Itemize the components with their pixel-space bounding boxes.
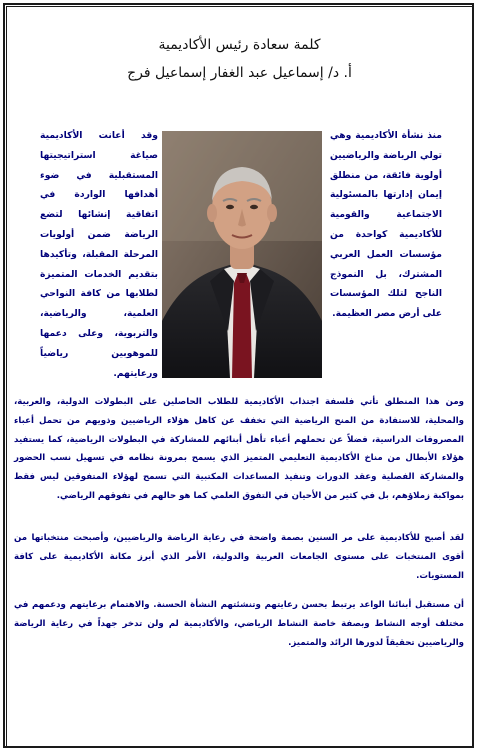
page-title: كلمة سعادة رئيس الأكاديمية bbox=[158, 37, 321, 53]
intro-right-column: منذ نشأة الأكاديمية وهي تولي الرياضة والرياضيين أولوية فائقة، من منطلق إيمان إدارتها بالمسئولية الاجتماعية والقومية للأكاديمية كواحدة من مؤسسات العمل العربي المشترك، بل النموذج الناجح لتلك المؤسسات على أرض مصر العظيمة. bbox=[330, 130, 442, 320]
president-name: أ. د/ إسماعيل عبد الغفار إسماعيل فرج bbox=[127, 65, 352, 81]
body-paragraph: لقد أصبح للأكاديمية على مر السنين بصمة واضحة في رعاية الرياضة والرياضيين، وأصبحت منتخباتها من أقوى المنتخبات على مستوى الجامعات العربية والدولية، الأمر الذي أبرز مكانة الأكاديمية على كافة المستويات. bbox=[14, 533, 464, 581]
body-paragraph: أن مستقبل أبنائنا الواعد يرتبط بحسن رعايتهم وتنشئتهم النشأة الحسنة. والاهتمام برعايتهم ودعمهم في مختلف أوجه النشاط وبصفة خاصة النشاط الرياضي، والأكاديمية لم ولن تدخر جهداً في رعاية الرياضة والرياضيين تحقيقاً لدورها الرائد والمتميز. bbox=[14, 600, 464, 648]
president-portrait bbox=[162, 131, 322, 378]
intro-left-column: وقد أعانت الأكاديمية صياغة استراتيجيتها المستقبلية في ضوء أهدافها الواردة في اتفاقية إنشائها لتضع الرياضة ضمن أولويات المرحلة المقبلة، وتأكيدها بتقديم الخدمات المتميزة لطلابها من كافة النواحي العلمية، والرياضية، والتربوية، وعلى دعمها للموهوبين رياضياً ورعايتهم. bbox=[40, 130, 158, 379]
body-paragraph: ومن هذا المنطلق تأتي فلسفة اجتذاب الأكاديمية للطلاب الحاصلين على البطولات الدولية، والعربية، والمحلية، للاستفادة من المنح الرياضية التي تخفف عن كاهل هؤلاء الرياضيين وذويهم من تحمل أعباء المصروفات الدراسية، فضلاً عن تحملهم أعباء تأهل أبنائهم للمشاركة في البطولات الرياضية، كما يستفيد هؤلاء الأبطال من مناخ الأكاديمية التعليمي المتميز الذي يسمح بمرونة نظامه في تسهيل نسب الحضور والمشاركة الفصلية وعقد الدورات وتنفيذ المساعدات المكتبية التي تسمح لهؤلاء المتفوقين ليس فقط بمواكبة زملاؤهم، بل في كثير من الأحيان في التفوق العلمي كما هو حالهم في تفوقهم الرياضي. bbox=[14, 397, 464, 501]
